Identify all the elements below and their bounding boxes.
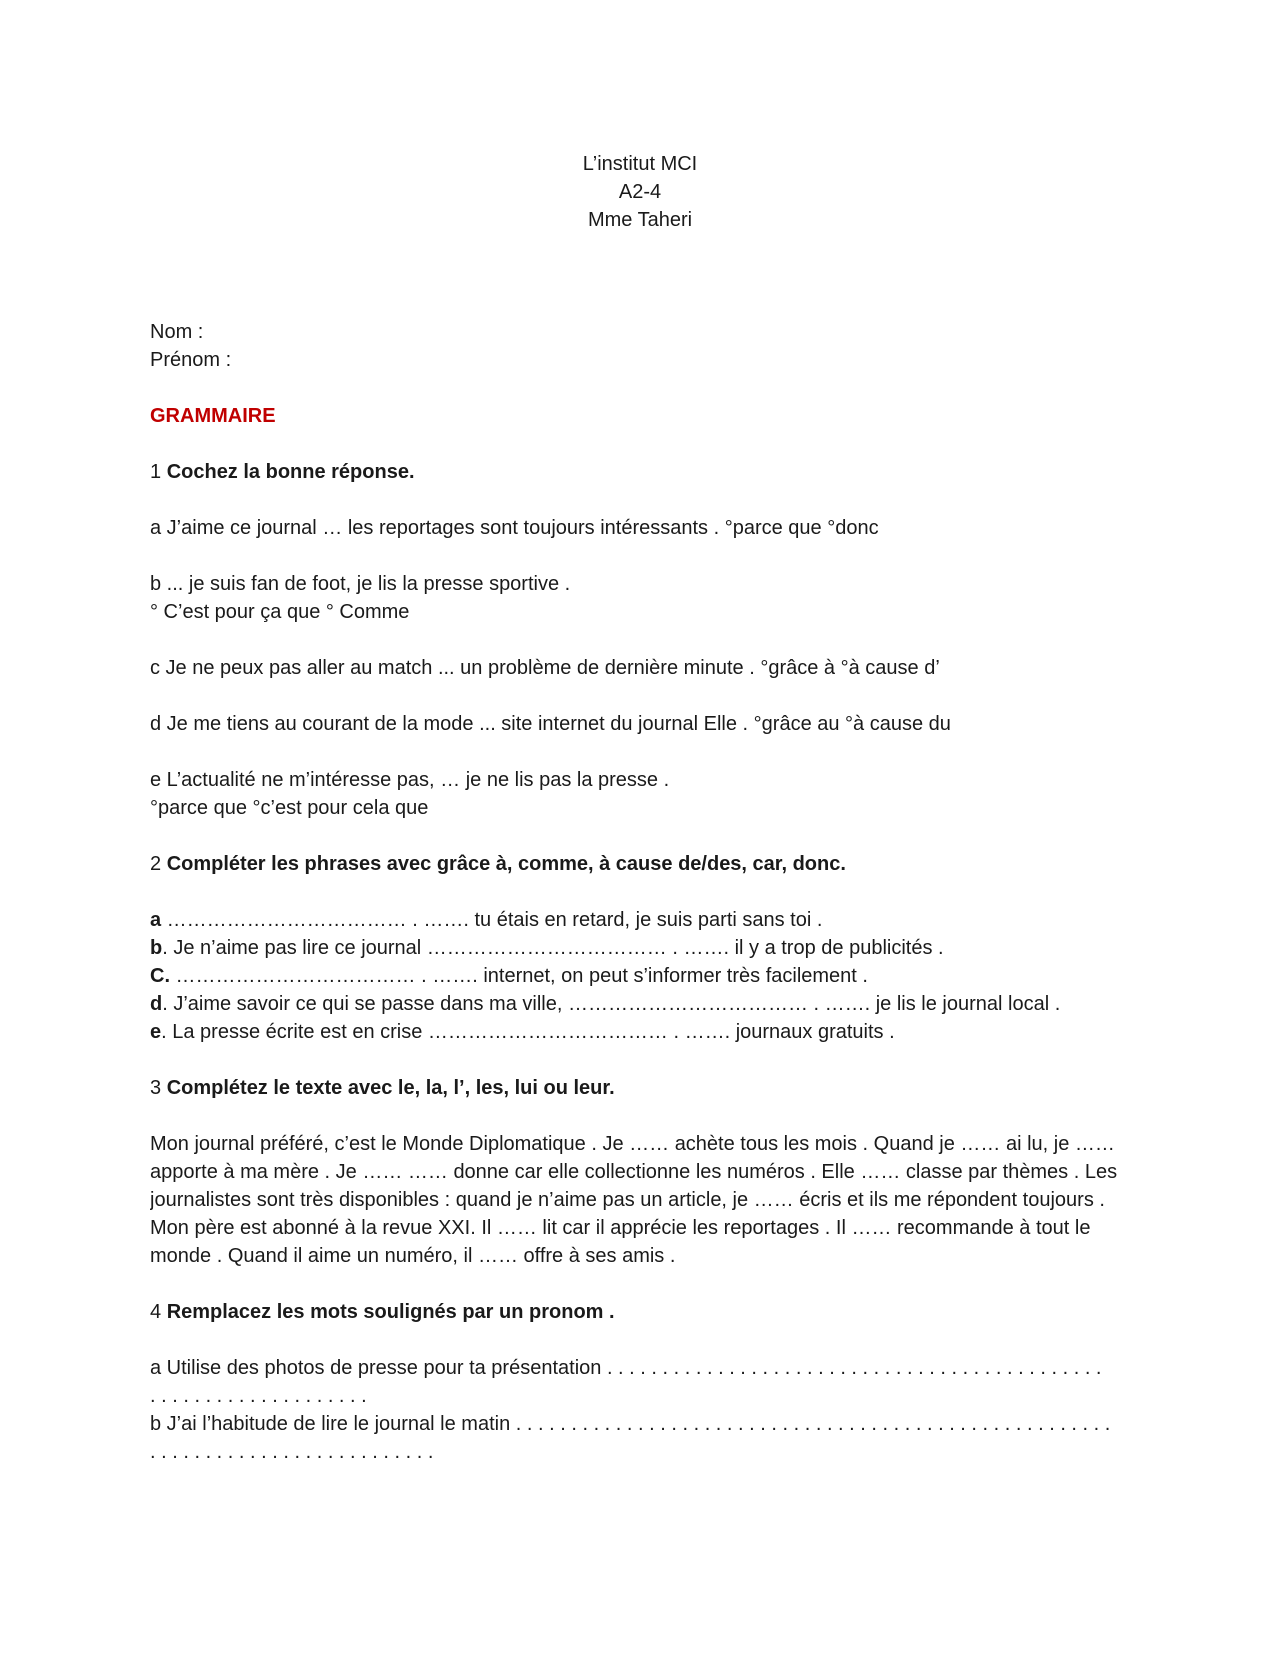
exercise-4-number: 4: [150, 1301, 162, 1323]
exercise-3-title: Complétez le texte avec le, la, l’, les, lui ou leur.: [166, 1077, 615, 1099]
exercise-1-item-b: b ... je suis fan de foot, je lis la presse sportive .: [150, 573, 571, 595]
exercise-4-item-b: [150, 1410, 1130, 1438]
exercise-2-heading: [150, 850, 1130, 878]
item-text: ……………………………… . ……. internet, on peut s’informer très facilement .: [170, 965, 868, 987]
exercise-3-text: Mon journal préféré, c’est le Monde Diplomatique . Je …… achète tous les mois . Quand je …… ai lu, je …… apporte à ma mère . Je …… …… donne car elle collectionne les numéros . Elle …… classe par thèmes . Les journalistes sont très disponibles : quand je n’aime pas un article, je …… écris et ils me répondent toujours . Mon père est abonné à la revue XXI. Il …… lit car il apprécie les reportages . Il …… recommande à tout le monde . Quand il aime un numéro, il …… offre à ses amis .: [150, 1133, 1118, 1267]
item-text: a Utilise des photos de presse pour ta présentation .: [150, 1357, 613, 1379]
exercise-1-item-e: e L’actualité ne m’intéresse pas, … je ne lis pas la presse .: [150, 769, 670, 791]
item-letter: b: [150, 937, 163, 959]
teacher-name: Mme Taheri: [587, 209, 693, 231]
exercise-1-item-d: d Je me tiens au courant de la mode ... site internet du journal Elle . °grâce au °à cause du: [150, 713, 951, 735]
exercise-2-item: [150, 906, 1130, 934]
item-text: . La presse écrite est en crise ……………………………… . ……. journaux gratuits .: [161, 1021, 895, 1043]
exercise-2-item: [150, 962, 1130, 990]
exercise-3-number: 3: [150, 1077, 162, 1099]
section-title: GRAMMAIRE: [150, 405, 276, 427]
answer-dots-continuation: . . . . . . . . . . . . . . . . . . . .: [150, 1385, 367, 1407]
exercise-1-number: 1: [150, 461, 162, 483]
item-text: . Je n’aime pas lire ce journal ……………………………… . ……. il y a trop de publicités .: [162, 937, 944, 959]
item-letter: e: [150, 1021, 162, 1043]
nom-label: Nom :: [150, 321, 204, 343]
prenom-label: Prénom :: [150, 349, 232, 371]
item-letter: d: [150, 993, 163, 1015]
worksheet-content: [150, 318, 1130, 1466]
exercise-1-item-e-options: °parce que °c’est pour cela que: [150, 797, 429, 819]
exercise-2-item: [150, 990, 1130, 1018]
item-letter: a: [150, 909, 162, 931]
exercise-4-heading: [150, 1298, 1130, 1326]
exercise-4-title: Remplacez les mots soulignés par un pronom .: [166, 1301, 615, 1323]
exercise-2-item: [150, 1018, 1130, 1046]
item-text: b J’ai l’habitude de lire le journal le matin .: [150, 1413, 522, 1435]
exercise-2-item: [150, 934, 1130, 962]
exercise-1-title: Cochez la bonne réponse.: [166, 461, 415, 483]
exercise-4-item-a: [150, 1354, 1130, 1382]
exercise-1-heading: [150, 458, 1130, 486]
answer-dots: . . . . . . . . . . . . . . . . . . . . . . . . . . . . . . . . . . . . . . . . . . . .: [612, 1357, 1102, 1379]
class-level: A2-4: [618, 181, 662, 203]
institute-name: L’institut MCI: [582, 153, 698, 175]
answer-dots-continuation: . . . . . . . . . . . . . . . . . . . . . . . . . .: [150, 1441, 434, 1463]
answer-dots: . . . . . . . . . . . . . . . . . . . . . . . . . . . . . . . . . . . . . . . . . . . . . . . . . . . . .: [521, 1413, 1111, 1435]
exercise-3-heading: [150, 1074, 1130, 1102]
item-letter: C.: [150, 965, 170, 987]
exercise-2-number: 2: [150, 853, 162, 875]
exercise-1-item-c: c Je ne peux pas aller au match ... un problème de dernière minute . °grâce à °à cause d’: [150, 657, 940, 679]
exercise-1-item-b-options: ° C’est pour ça que ° Comme: [150, 601, 410, 623]
item-text: ……………………………… . ……. tu étais en retard, je suis parti sans toi .: [161, 909, 823, 931]
document-header: [0, 150, 1280, 234]
exercise-2-title: Compléter les phrases avec grâce à, comme, à cause de/des, car, donc.: [166, 853, 846, 875]
item-text: . J’aime savoir ce qui se passe dans ma ville, ……………………………… . ……. je lis le journal local .: [162, 993, 1061, 1015]
exercise-1-item-a: a J’aime ce journal … les reportages sont toujours intéressants . °parce que °donc: [150, 517, 879, 539]
